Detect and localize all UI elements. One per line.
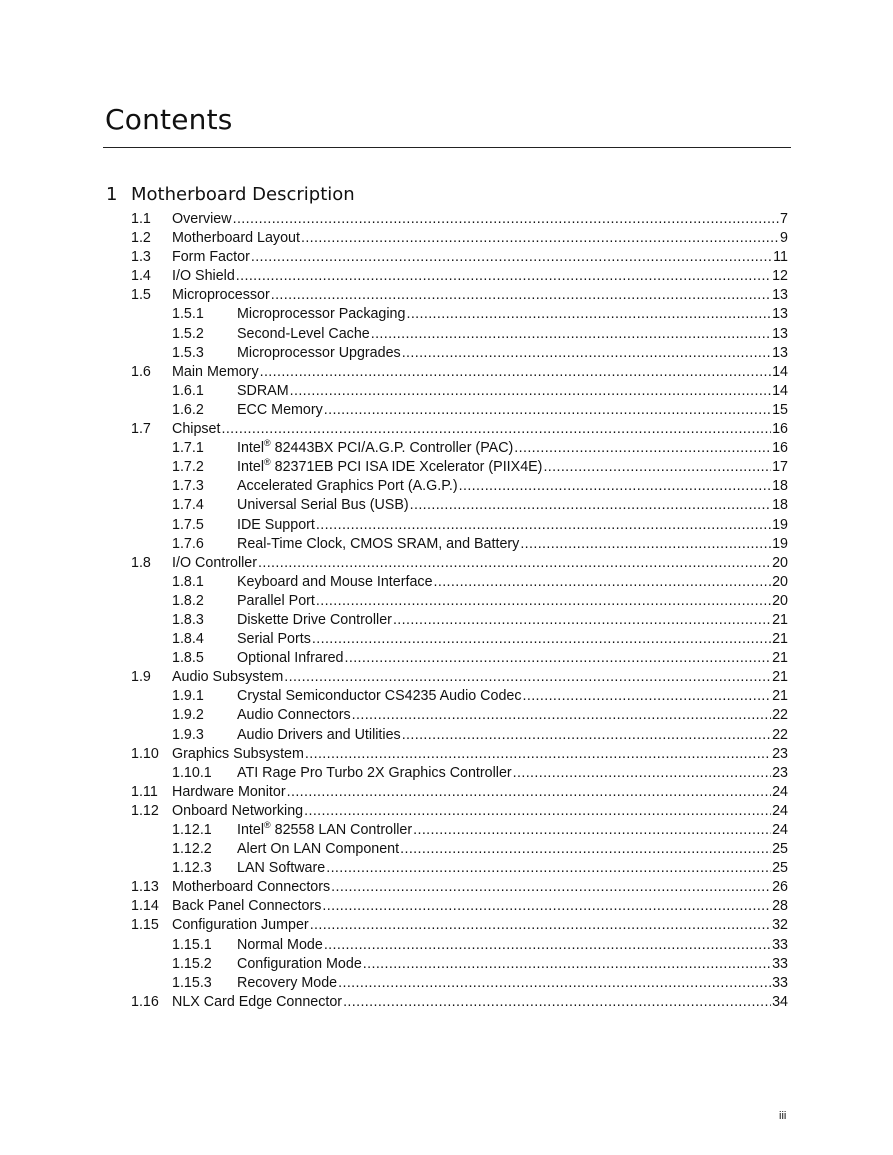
toc-entry-number: 1.9.2: [172, 707, 204, 724]
registered-mark: ®: [264, 820, 271, 831]
toc-entry-page: 25: [772, 860, 788, 877]
dot-leader: [251, 248, 772, 267]
toc-entry-title: I/O Shield: [172, 268, 235, 285]
dot-leader: [284, 668, 771, 687]
toc-entry-number: 1.15.3: [172, 974, 212, 991]
toc-entry[interactable]: [131, 764, 788, 783]
toc-entry[interactable]: [131, 783, 788, 802]
dot-leader: [316, 592, 771, 611]
dot-leader: [324, 936, 771, 955]
toc-entry-title: Accelerated Graphics Port (A.G.P.): [237, 478, 458, 495]
toc-entry[interactable]: [131, 668, 788, 687]
toc-entry-page: 9: [780, 230, 788, 247]
toc-entry-page: 21: [772, 688, 788, 705]
toc-entry[interactable]: [131, 229, 788, 248]
toc-entry[interactable]: [131, 859, 788, 878]
toc-entry-title: Hardware Monitor: [172, 783, 286, 800]
toc-entry-title: Microprocessor: [172, 287, 270, 304]
toc-entry-title: Intel® 82443BX PCI/A.G.P. Controller (PAC): [237, 438, 514, 457]
toc-entry-title: LAN Software: [237, 860, 326, 877]
toc-entry[interactable]: [131, 611, 788, 630]
toc-entry-page: 16: [772, 421, 788, 438]
dot-leader: [260, 363, 772, 382]
toc-entry-page: 13: [772, 344, 788, 361]
toc-entry-number: 1.15.2: [172, 955, 212, 972]
dot-leader: [290, 382, 771, 401]
dot-leader: [400, 840, 771, 859]
toc-entry-number: 1.7: [131, 421, 151, 438]
toc-entry-page: 24: [772, 783, 788, 800]
toc-entry-title: Second-Level Cache: [237, 325, 370, 342]
toc-entry-page: 20: [772, 573, 788, 590]
toc-entry-title: Configuration Mode: [237, 955, 362, 972]
toc-entry[interactable]: [131, 477, 788, 496]
toc-entry-number: 1.9.3: [172, 726, 204, 743]
toc-entry-number: 1.8: [131, 554, 151, 571]
toc-entry[interactable]: [131, 649, 788, 668]
toc-entry-title: Microprocessor Packaging: [237, 306, 406, 323]
toc-entry-title: Form Factor: [172, 249, 250, 266]
toc-entry-title: Motherboard Layout: [172, 230, 300, 247]
toc-entry-number: 1.12.1: [172, 822, 212, 838]
toc-entry[interactable]: [131, 706, 788, 725]
toc-entry[interactable]: [131, 878, 788, 897]
toc-entry-number: 1.15: [131, 917, 159, 934]
toc-entry-title: Real-Time Clock, CMOS SRAM, and Battery: [237, 535, 520, 552]
title-rule: [103, 147, 791, 148]
toc-entry-title: Audio Connectors: [237, 707, 351, 724]
dot-leader: [322, 897, 771, 916]
dot-leader: [413, 821, 771, 840]
toc-entry[interactable]: [131, 535, 788, 554]
toc-entry-number: 1.11: [131, 783, 158, 800]
dot-leader: [301, 229, 779, 248]
toc-entry-number: 1.7.6: [172, 535, 204, 552]
toc-entry[interactable]: [131, 687, 788, 706]
chapter-heading[interactable]: [106, 184, 355, 205]
dot-leader: [338, 974, 771, 993]
toc-entry-title: Crystal Semiconductor CS4235 Audio Codec: [237, 688, 522, 705]
toc-entry[interactable]: [131, 248, 788, 267]
dot-leader: [523, 687, 772, 706]
toc-entry[interactable]: [131, 993, 788, 1012]
toc-entry-number: 1.4: [131, 268, 151, 285]
toc-entry-page: 14: [772, 382, 788, 399]
toc-entry-number: 1.12.3: [172, 860, 212, 877]
toc-entry-number: 1.13: [131, 879, 159, 896]
toc-entry[interactable]: [131, 745, 788, 764]
toc-entry[interactable]: [131, 630, 788, 649]
toc-entry-number: 1.2: [131, 230, 151, 247]
toc-entry-title: Intel® 82371EB PCI ISA IDE Xcelerator (PIIX4E): [237, 457, 543, 476]
toc-entry-number: 1.10.1: [172, 764, 212, 781]
dot-leader: [410, 496, 771, 515]
toc-entry-page: 20: [772, 554, 788, 571]
toc-entry-title: Onboard Networking: [172, 802, 304, 819]
toc-entry-title: Audio Subsystem: [172, 669, 284, 686]
toc-entry[interactable]: [131, 382, 788, 401]
toc-entry-page: 25: [772, 841, 788, 858]
dot-leader: [304, 802, 771, 821]
dot-leader: [514, 439, 771, 458]
toc-entry-title: NLX Card Edge Connector: [172, 993, 343, 1010]
toc-entry-page: 33: [772, 955, 788, 972]
registered-mark: ®: [264, 457, 271, 468]
toc-entry-title: Chipset: [172, 421, 221, 438]
dot-leader: [221, 420, 771, 439]
toc-entry-page: 34: [772, 993, 788, 1010]
toc-entry-title: Graphics Subsystem: [172, 745, 304, 762]
toc-entry-page: 32: [772, 917, 788, 934]
toc-entry-number: 1.8.5: [172, 650, 204, 667]
dot-leader: [312, 630, 771, 649]
toc-entry-number: 1.6: [131, 363, 151, 380]
toc-entry[interactable]: [131, 516, 788, 535]
toc-entry-title: Normal Mode: [237, 936, 323, 953]
dot-leader: [324, 401, 771, 420]
toc-entry-title: Configuration Jumper: [172, 917, 309, 934]
toc-entry[interactable]: [131, 286, 788, 305]
toc-entry-title: Main Memory: [172, 363, 259, 380]
toc-entry[interactable]: [131, 210, 788, 229]
toc-entry-number: 1.12.2: [172, 841, 212, 858]
toc-entry[interactable]: [131, 458, 788, 477]
toc-entry[interactable]: [131, 325, 788, 344]
toc-entry[interactable]: [131, 554, 788, 573]
toc-entry-page: 28: [772, 898, 788, 915]
chapter-title: Motherboard Description: [131, 184, 355, 205]
toc-entry-number: 1.8.1: [172, 573, 204, 590]
toc-entry[interactable]: [131, 821, 788, 840]
toc-entry-page: 24: [772, 822, 788, 838]
toc-entry-number: 1.5.1: [172, 306, 204, 323]
toc-entry-page: 33: [772, 936, 788, 953]
toc-entry-number: 1.8.2: [172, 592, 204, 609]
toc-entry-title: Motherboard Connectors: [172, 879, 331, 896]
toc-entry-number: 1.9.1: [172, 688, 204, 705]
dot-leader: [402, 344, 771, 363]
dot-leader: [543, 458, 771, 477]
toc-entry-title: SDRAM: [237, 382, 289, 399]
toc-entry-page: 19: [772, 516, 788, 533]
dot-leader: [236, 267, 771, 286]
toc-entry-page: 11: [773, 249, 788, 266]
toc-entry-number: 1.5.2: [172, 325, 204, 342]
dot-leader: [310, 916, 771, 935]
toc-entry-title: Diskette Drive Controller: [237, 611, 392, 628]
toc-entry-number: 1.8.3: [172, 611, 204, 628]
toc-entry-number: 1.5.3: [172, 344, 204, 361]
dot-leader: [363, 955, 771, 974]
toc-entry[interactable]: [131, 840, 788, 859]
toc-entry-page: 15: [772, 401, 788, 418]
toc-entry[interactable]: [131, 573, 788, 592]
toc-entry-title: Parallel Port: [237, 592, 315, 609]
toc-entry-page: 12: [772, 268, 788, 285]
toc-entry-page: 14: [772, 363, 788, 380]
toc-entry-title: Audio Drivers and Utilities: [237, 726, 401, 743]
dot-leader: [345, 649, 772, 668]
dot-leader: [258, 554, 771, 573]
toc-entry-page: 24: [772, 802, 788, 819]
toc-entry-title: Back Panel Connectors: [172, 898, 322, 915]
toc-entry[interactable]: [131, 936, 788, 955]
toc-entry[interactable]: [131, 305, 788, 324]
toc-entry-title: ATI Rage Pro Turbo 2X Graphics Controller: [237, 764, 512, 781]
toc-entry-title: Recovery Mode: [237, 974, 338, 991]
toc-entry[interactable]: [131, 401, 788, 420]
toc-entry-page: 19: [772, 535, 788, 552]
toc-entry[interactable]: [131, 267, 788, 286]
toc-entry-page: 22: [772, 726, 788, 743]
dot-leader: [371, 325, 771, 344]
toc-entry-title: IDE Support: [237, 516, 315, 533]
toc-entry-number: 1.3: [131, 249, 151, 266]
toc-entry-page: 21: [772, 669, 788, 686]
toc-entry[interactable]: [131, 420, 788, 439]
toc-entry-page: 13: [772, 306, 788, 323]
toc-entry[interactable]: [131, 363, 788, 382]
table-of-contents: [131, 210, 788, 1012]
toc-entry-title: Overview: [172, 211, 232, 227]
toc-entry-page: 26: [772, 879, 788, 896]
toc-entry-title: Optional Infrared: [237, 650, 344, 667]
dot-leader: [287, 783, 771, 802]
dot-leader: [326, 859, 771, 878]
page-number: iii: [779, 1110, 787, 1122]
toc-entry[interactable]: [131, 496, 788, 515]
toc-entry-number: 1.12: [131, 802, 159, 819]
toc-entry-title: I/O Controller: [172, 554, 258, 571]
toc-entry-number: 1.7.2: [172, 459, 204, 476]
toc-entry-number: 1.10: [131, 745, 159, 762]
toc-entry-number: 1.14: [131, 898, 159, 915]
toc-entry-number: 1.6.2: [172, 401, 204, 418]
toc-entry-title: Alert On LAN Component: [237, 841, 400, 858]
toc-entry[interactable]: [131, 439, 788, 458]
toc-entry-number: 1.9: [131, 669, 151, 686]
dot-leader: [459, 477, 771, 496]
toc-entry-page: 23: [772, 764, 788, 781]
toc-entry-number: 1.1: [131, 211, 151, 227]
toc-entry-number: 1.5: [131, 287, 151, 304]
toc-entry-page: 33: [772, 974, 788, 991]
chapter-number: 1: [106, 184, 118, 205]
dot-leader: [316, 516, 771, 535]
toc-entry-page: 18: [772, 497, 788, 514]
toc-entry-page: 13: [772, 325, 788, 342]
toc-entry[interactable]: [131, 897, 788, 916]
dot-leader: [271, 286, 771, 305]
toc-entry-title: Universal Serial Bus (USB): [237, 497, 409, 514]
page-title: Contents: [105, 103, 233, 136]
toc-entry[interactable]: [131, 802, 788, 821]
toc-entry-title: Serial Ports: [237, 631, 311, 648]
toc-entry-number: 1.16: [131, 993, 159, 1010]
toc-entry-number: 1.6.1: [172, 382, 204, 399]
dot-leader: [233, 210, 779, 229]
toc-entry-number: 1.15.1: [172, 936, 212, 953]
toc-entry-page: 18: [772, 478, 788, 495]
dot-leader: [402, 726, 771, 745]
toc-entry-title: Intel® 82558 LAN Controller: [237, 820, 413, 838]
dot-leader: [434, 573, 772, 592]
dot-leader: [331, 878, 771, 897]
toc-entry[interactable]: [131, 726, 788, 745]
toc-entry-page: 23: [772, 745, 788, 762]
toc-entry-page: 17: [772, 459, 788, 476]
toc-entry-number: 1.7.1: [172, 440, 204, 457]
dot-leader: [343, 993, 771, 1012]
toc-entry-page: 13: [772, 287, 788, 304]
toc-entry[interactable]: [131, 955, 788, 974]
registered-mark: ®: [264, 438, 271, 449]
toc-entry-page: 21: [772, 611, 788, 628]
dot-leader: [305, 745, 771, 764]
dot-leader: [352, 706, 771, 725]
toc-entry-number: 1.7.4: [172, 497, 204, 514]
dot-leader: [393, 611, 771, 630]
toc-entry-title: Keyboard and Mouse Interface: [237, 573, 433, 590]
toc-entry-title: ECC Memory: [237, 401, 323, 418]
toc-entry[interactable]: [131, 592, 788, 611]
toc-entry[interactable]: [131, 974, 788, 993]
toc-entry-page: 7: [780, 211, 788, 227]
toc-entry-page: 16: [772, 440, 788, 457]
toc-entry[interactable]: [131, 344, 788, 363]
toc-entry-number: 1.8.4: [172, 631, 204, 648]
toc-entry-title: Microprocessor Upgrades: [237, 344, 401, 361]
dot-leader: [513, 764, 771, 783]
toc-entry-page: 21: [772, 650, 788, 667]
toc-entry-page: 20: [772, 592, 788, 609]
toc-entry[interactable]: [131, 916, 788, 935]
dot-leader: [520, 535, 771, 554]
toc-entry-page: 22: [772, 707, 788, 724]
toc-entry-page: 21: [772, 631, 788, 648]
dot-leader: [406, 305, 771, 324]
toc-entry-number: 1.7.5: [172, 516, 204, 533]
toc-entry-number: 1.7.3: [172, 478, 204, 495]
